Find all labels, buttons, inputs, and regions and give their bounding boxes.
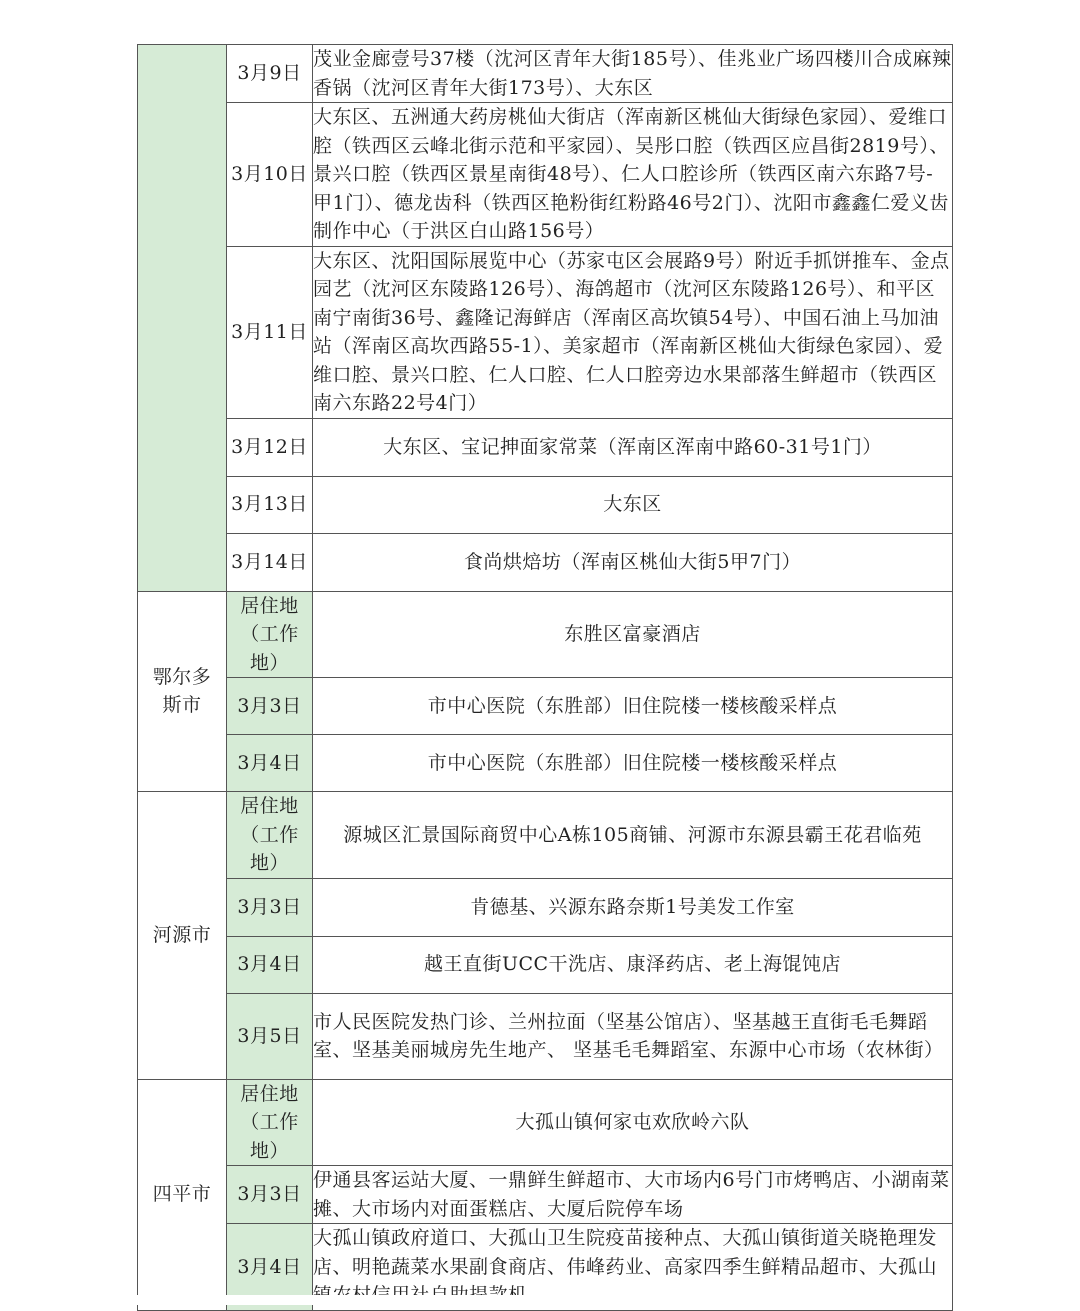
date-cell: 3月4日 xyxy=(227,1224,313,1311)
date-cell: 3月3日 xyxy=(227,1166,313,1224)
table-row xyxy=(138,45,953,103)
place-cell: 伊通县客运站大厦、一鼎鲜生鲜超市、大市场内6号门市烤鸭店、小湖南菜摊、大市场内对面蛋糕店、大厦后院停车场 xyxy=(313,1166,953,1224)
date-cell: 3月5日 xyxy=(227,993,313,1079)
table-row xyxy=(138,246,953,418)
table-row xyxy=(138,533,953,591)
table-row xyxy=(138,936,953,993)
table-row xyxy=(138,591,953,678)
date-cell: 居住地（工作地） xyxy=(227,591,313,678)
city-cell-shenyang xyxy=(138,45,227,592)
table-row xyxy=(138,1079,953,1166)
date-cell: 3月11日 xyxy=(227,246,313,418)
date-cell: 3月13日 xyxy=(227,476,313,533)
date-cell: 居住地（工作地） xyxy=(227,1079,313,1166)
date-cell: 3月3日 xyxy=(227,878,313,936)
place-cell: 东胜区富豪酒店 xyxy=(313,591,953,678)
place-cell: 市中心医院（东胜部）旧住院楼一楼核酸采样点 xyxy=(313,735,953,792)
place-cell: 市中心医院（东胜部）旧住院楼一楼核酸采样点 xyxy=(313,678,953,735)
itinerary-table xyxy=(137,44,953,1311)
place-cell: 越王直街UCC干洗店、康泽药店、老上海馄饨店 xyxy=(313,936,953,993)
table-row xyxy=(138,735,953,792)
place-cell: 源城区汇景国际商贸中心A栋105商铺、河源市东源县霸王花君临苑 xyxy=(313,792,953,879)
place-cell: 大孤山镇何家屯欢欣岭六队 xyxy=(313,1079,953,1166)
table-row xyxy=(138,993,953,1079)
table-row xyxy=(138,476,953,533)
place-cell: 市人民医院发热门诊、兰州拉面（坚基公馆店）、坚基越王直街毛毛舞蹈室、坚基美丽城房先生地产、 坚基毛毛舞蹈室、东源中心市场（农林街） xyxy=(313,993,953,1079)
place-cell: 大东区、宝记抻面家常菜（浑南区浑南中路60-31号1门） xyxy=(313,418,953,476)
table-row xyxy=(138,418,953,476)
date-cell: 3月12日 xyxy=(227,418,313,476)
date-cell: 3月9日 xyxy=(227,45,313,103)
date-cell: 3月3日 xyxy=(227,678,313,735)
city-cell-heyuan: 河源市 xyxy=(138,792,227,1080)
place-cell: 肯德基、兴源东路奈斯1号美发工作室 xyxy=(313,878,953,936)
table-row xyxy=(138,792,953,879)
date-cell: 3月4日 xyxy=(227,735,313,792)
date-cell: 3月14日 xyxy=(227,533,313,591)
place-cell: 大孤山镇政府道口、大孤山卫生院疫苗接种点、大孤山镇街道关晓艳理发店、明艳蔬菜水果副食商店、伟峰药业、高家四季生鲜精品超市、大孤山 xyxy=(313,1224,953,1311)
date-cell: 3月10日 xyxy=(227,103,313,247)
table-row xyxy=(138,678,953,735)
place-cell: 大东区 xyxy=(313,476,953,533)
place-cell: 食尚烘焙坊（浑南区桃仙大街5甲7门） xyxy=(313,533,953,591)
table-row xyxy=(138,878,953,936)
table-row xyxy=(138,1166,953,1224)
date-cell: 3月4日 xyxy=(227,936,313,993)
place-cell: 大东区、沈阳国际展览中心（苏家屯区会展路9号）附近手抓饼推车、金点园艺（沈河区东陵路126号）、海鸽超市（沈河区东陵路126号）、和平区南宁南街36号、鑫隆记海鲜店（浑南区高坎镇54号）、中国石油上马加油站（浑南区高坎西路55-1）、美家超市（浑南新区桃仙大街绿色家园）、爱维口腔、景兴口腔、仁人口腔、仁人口腔旁边水果部落生鲜超市（铁西区南六东路22号4门） xyxy=(313,246,953,418)
city-cell-siping: 四平市 xyxy=(138,1079,227,1310)
table-row xyxy=(138,103,953,247)
place-cell: 大东区、五洲通大药房桃仙大街店（浑南新区桃仙大街绿色家园）、爱维口腔（铁西区云峰北街示范和平家园）、吴彤口腔（铁西区应昌街2819号）、景兴口腔（铁西区景星南街48号）、仁人口腔诊所（铁西区南六东路7号-甲1门）、德龙齿科（铁西区艳粉街红粉路46号2门）、沈阳市鑫鑫仁爱义齿制作中心（于洪区白山路156号） xyxy=(313,103,953,247)
page-cut-edge xyxy=(137,1295,952,1305)
city-cell-eerduosi: 鄂尔多斯市 xyxy=(138,591,227,792)
place-cell: 茂业金廊壹号37楼（沈河区青年大街185号）、佳兆业广场四楼川合成麻辣香锅（沈河区青年大街173号）、大东区 xyxy=(313,45,953,103)
date-cell: 居住地（工作地） xyxy=(227,792,313,879)
